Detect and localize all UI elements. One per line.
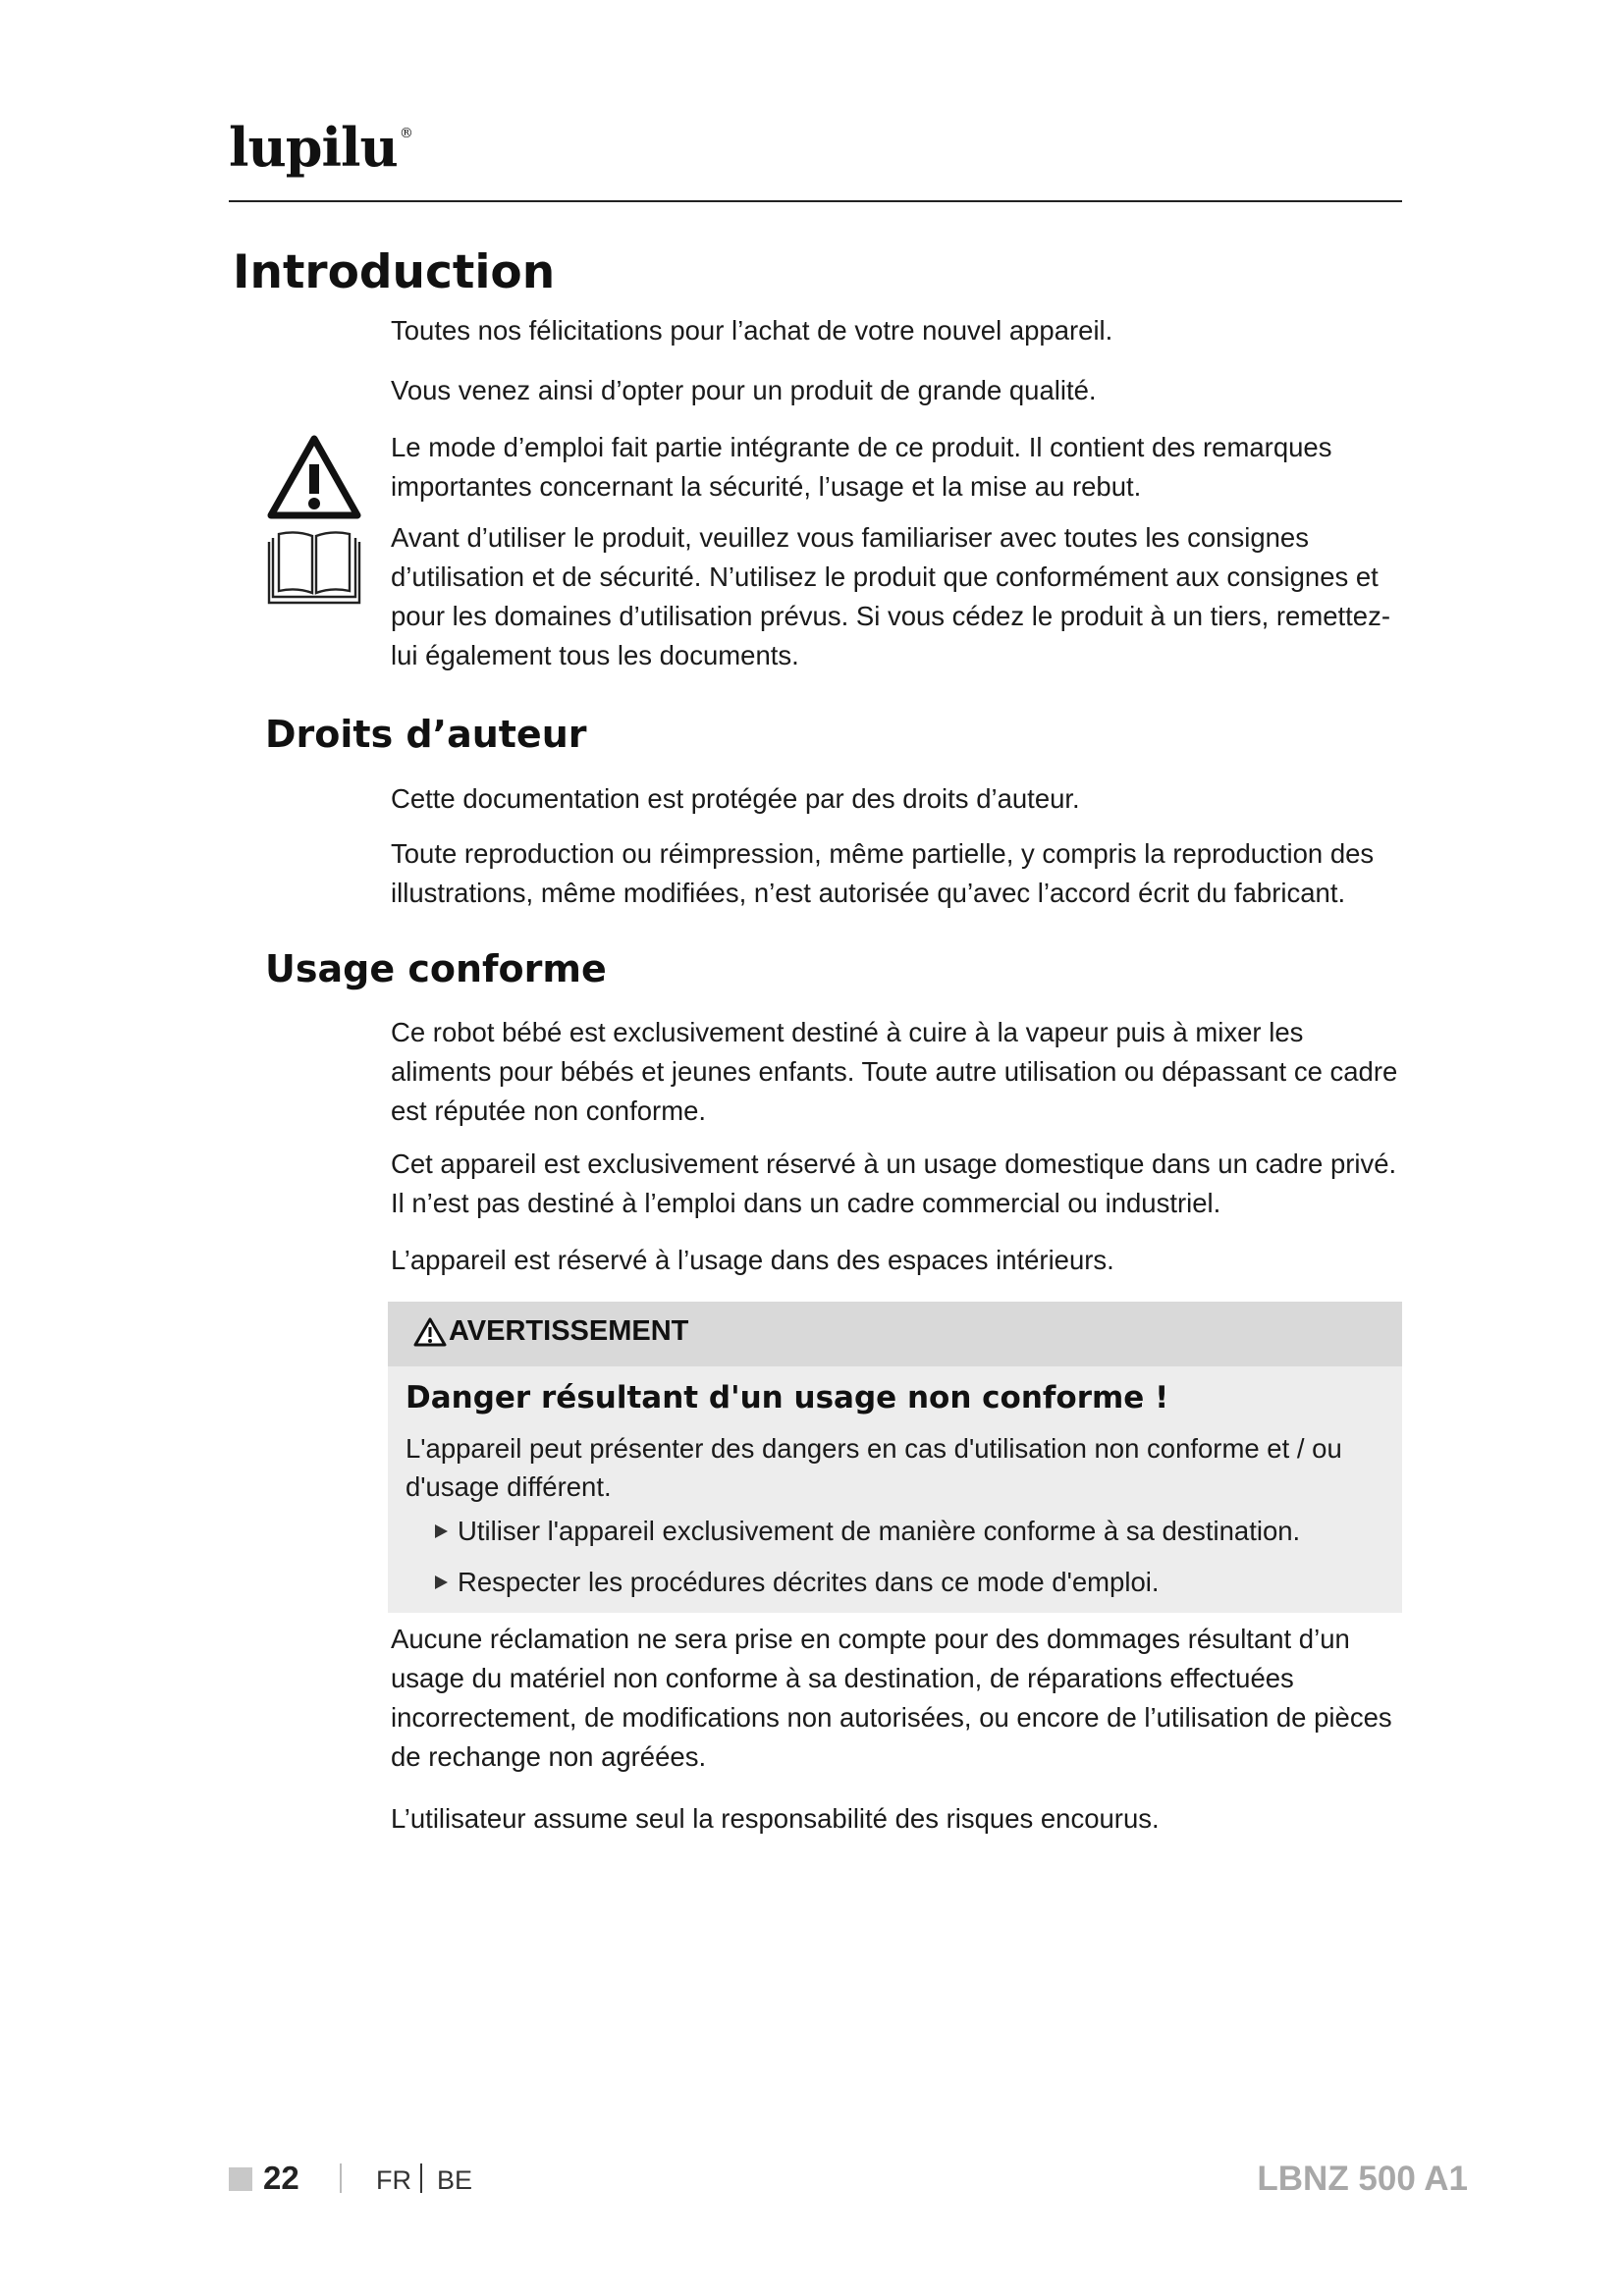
footer-language-fr: FR bbox=[376, 2165, 411, 2195]
page-number: 22 bbox=[263, 2160, 299, 2196]
usage-paragraph-2: Cet appareil est exclusivement réservé à un usage domestique dans un cadre privé. Il n’est pas destiné à l’emploi dans un cadre commercial ou industriel. bbox=[391, 1148, 1397, 1218]
header-rule bbox=[229, 200, 1402, 202]
arrow-right-icon bbox=[435, 1575, 448, 1589]
usage-paragraph-3: L’appareil est réservé à l’usage dans des espaces intérieurs. bbox=[391, 1245, 1114, 1275]
brand-logo bbox=[229, 116, 412, 179]
page-title: Introduction bbox=[233, 245, 556, 299]
footer-divider bbox=[340, 2163, 342, 2193]
footer-divider bbox=[420, 2163, 422, 2193]
intro-paragraph-2: Vous venez ainsi d’opter pour un produit de grande qualité. bbox=[391, 375, 1097, 405]
intro-paragraph-4: Avant d’utiliser le produit, veuillez vous familiariser avec toutes les consignes d’utilisation et de sécurité. N’utilisez le produit que conformément aux consignes et pour les domaines d’utilisation prévus. Si vous cédez le produit à un tiers, remettez-lui également tous les documents. bbox=[391, 522, 1391, 670]
section-title-usage: Usage conforme bbox=[265, 947, 607, 990]
model-number: LBNZ 500 A1 bbox=[1257, 2160, 1468, 2198]
registered-mark: ® bbox=[399, 126, 412, 141]
intro-paragraph-1: Toutes nos félicitations pour l’achat de votre nouvel appareil. bbox=[391, 315, 1113, 346]
warning-bullet-text: Respecter les procédures décrites dans ce mode d'emploi. bbox=[458, 1567, 1160, 1597]
warning-title: Danger résultant d'un usage non conforme ! bbox=[406, 1380, 1169, 1415]
warning-box bbox=[388, 1302, 1402, 1613]
copyright-paragraph-2: Toute reproduction ou réimpression, même partielle, y compris la reproduction des illustrations, même modifiées, n’est autorisée qu’avec l’accord écrit du fabricant. bbox=[391, 838, 1375, 908]
warning-bullet bbox=[435, 1512, 1300, 1550]
usage-paragraph-1: Ce robot bébé est exclusivement destiné à cuire à la vapeur puis à mixer les aliments pour bébés et jeunes enfants. Toute autre utilisation ou dépassant ce cadre est réputée non conforme. bbox=[391, 1017, 1398, 1126]
usage-paragraph-4: Aucune réclamation ne sera prise en compte pour des dommages résultant d’un usage du matériel non conforme à sa destination, de réparations effectuées incorrectement, de modifications non autorisées, ou encore de l’utilisation de pièces de rechange non agréées. bbox=[391, 1624, 1392, 1772]
warning-label: AVERTISSEMENT bbox=[449, 1315, 689, 1347]
page-footer bbox=[229, 2160, 1468, 2199]
section-title-copyright: Droits d’auteur bbox=[265, 713, 587, 756]
copyright-paragraph-1: Cette documentation est protégée par des droits d’auteur. bbox=[391, 783, 1080, 814]
warning-body: L'appareil peut présenter des dangers en cas d'utilisation non conforme et / ou d'usage différent. bbox=[406, 1433, 1342, 1502]
warning-bullet bbox=[435, 1563, 1160, 1601]
footer-language-be: BE bbox=[437, 2165, 473, 2195]
warning-triangle-icon bbox=[267, 435, 361, 519]
arrow-right-icon bbox=[435, 1524, 448, 1538]
usage-paragraph-5: L’utilisateur assume seul la responsabilité des risques encourus. bbox=[391, 1803, 1160, 1834]
warning-header bbox=[388, 1302, 1402, 1366]
manual-book-icon bbox=[267, 526, 361, 605]
warning-small-icon bbox=[413, 1317, 447, 1347]
intro-paragraph-3: Le mode d’emploi fait partie intégrante de ce produit. Il contient des remarques importantes concernant la sécurité, l’usage et la mise au rebut. bbox=[391, 432, 1332, 502]
logo-text: lupilu bbox=[229, 116, 398, 179]
footer-square-icon bbox=[229, 2167, 252, 2191]
warning-bullet-text: Utiliser l'appareil exclusivement de manière conforme à sa destination. bbox=[458, 1516, 1301, 1546]
